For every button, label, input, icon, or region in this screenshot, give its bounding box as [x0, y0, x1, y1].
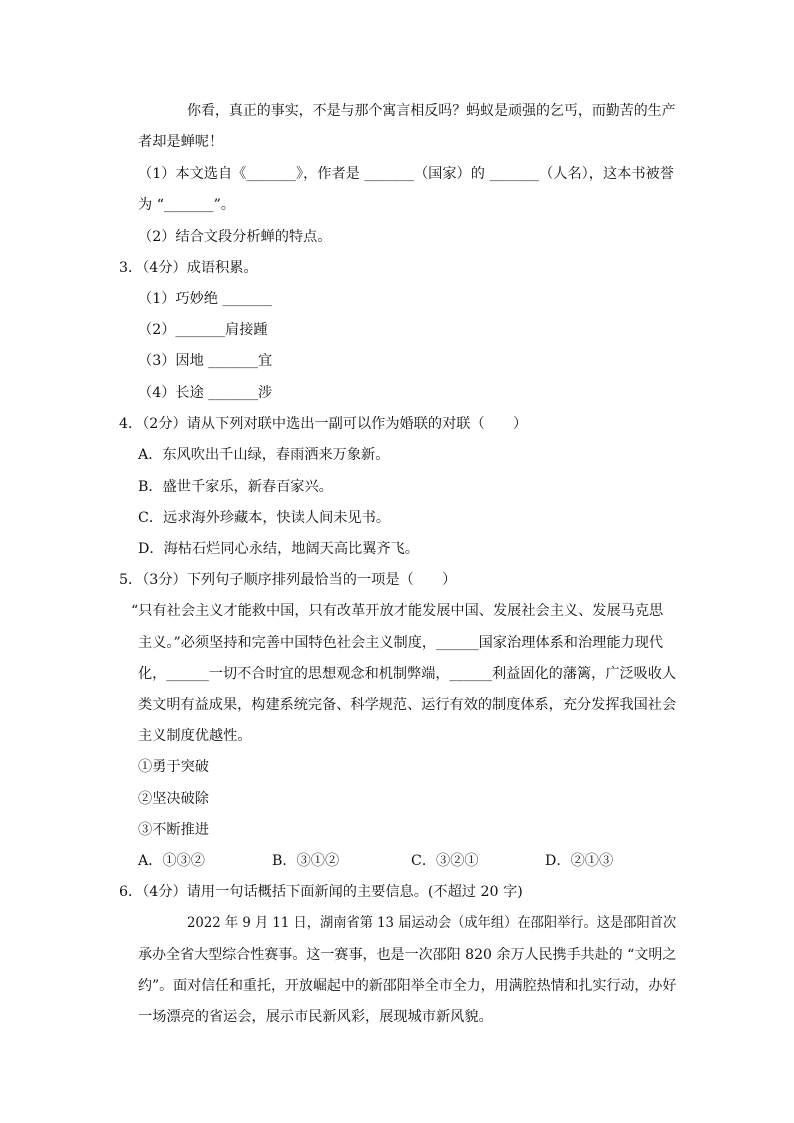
passage-line: 你看，真正的事实，不是与那个寓言相反吗？蚂蚁是顽强的乞丐，而勤苦的生产: [187, 103, 676, 119]
q5-text-line: “只有社会主义才能救中国，只有改革开放才能发展中国、发展社会主义、发展马克思: [131, 603, 664, 619]
q6-text-line: 约”。面对信任和重托，开放崛起中的新邵阳举全市全力，用满腔热情和扎实行动，办好: [138, 978, 677, 994]
q3-item: （2）_______肩接踵: [138, 322, 268, 338]
q6-text-line: 一场漂亮的省运会，展示市民新风彩，展现城市新风貌。: [138, 1009, 493, 1025]
q4-option-b: B．盛世千家乐，新春百家兴。: [138, 479, 333, 495]
q5-option-b: B．③①②: [272, 853, 340, 869]
q5-option-a: A．①③②: [138, 853, 205, 869]
q4-header: 4．（2分）请从下列对联中选出一副可以作为婚联的对联（ ）: [119, 416, 528, 432]
q6-text-line: 2022 年 9 月 11 日，湖南省第 13 届运动会（成年组）在邵阳举行。这是邵阳首次: [187, 915, 677, 931]
q3-item: （1）巧妙绝 _______: [138, 291, 273, 307]
q5-text-line: 化，______一切不合时宜的思想观念和机制弊端，______利益固化的藩篱，广泛吸收人: [138, 666, 677, 682]
q4-option-a: A．东风吹出千山绿，春雨洒来万象新。: [138, 447, 390, 463]
q3-item: （3）因地 _______宜: [138, 353, 273, 369]
q5-text-line: 主义。”必须坚持和完善中国特色社会主义制度，______国家治理体系和治理能力现代: [138, 635, 664, 651]
q2-sub1-line: 为 “_______”。: [138, 197, 236, 213]
q5-header: 5．（3分）下列句子顺序排列最恰当的一项是（ ）: [119, 572, 457, 588]
q4-option-c: C．远求海外珍藏本，快读人间未见书。: [138, 510, 391, 526]
q5-item: ①勇于突破: [138, 759, 209, 775]
q6-header: 6．（4分）请用一句话概括下面新闻的主要信息。(不超过 20 字): [119, 884, 523, 900]
q5-option-c: C．③②①: [411, 853, 479, 869]
q5-text-line: 类文明有益成果，构建系统完备、科学规范、运行有效的制度体系，充分发挥我国社会: [138, 697, 677, 713]
q5-item: ②坚决破除: [138, 791, 209, 807]
q5-text-line: 主义制度优越性。: [138, 728, 252, 744]
q6-text-line: 承办全省大型综合性赛事。这一赛事，也是一次邵阳 820 余万人民携手共赴的 “文明之: [138, 947, 677, 963]
q2-sub2: （2）结合文段分析蝉的特点。: [138, 229, 332, 245]
q3-item: （4）长途 _______涉: [138, 385, 273, 401]
q5-item: ③不断推进: [138, 822, 209, 838]
q2-sub1-line: （1）本文选自《_______》，作者是 _______（国家）的 _______（人名），这本书被誉: [138, 166, 674, 182]
q5-option-d: D．②①③: [545, 853, 614, 869]
passage-line: 者却是蝉呢！: [138, 134, 224, 150]
q3-header: 3．（4分）成语积累。: [119, 260, 258, 276]
q4-option-d: D．海枯石烂同心永结，地阔天高比翼齐飞。: [138, 541, 419, 557]
